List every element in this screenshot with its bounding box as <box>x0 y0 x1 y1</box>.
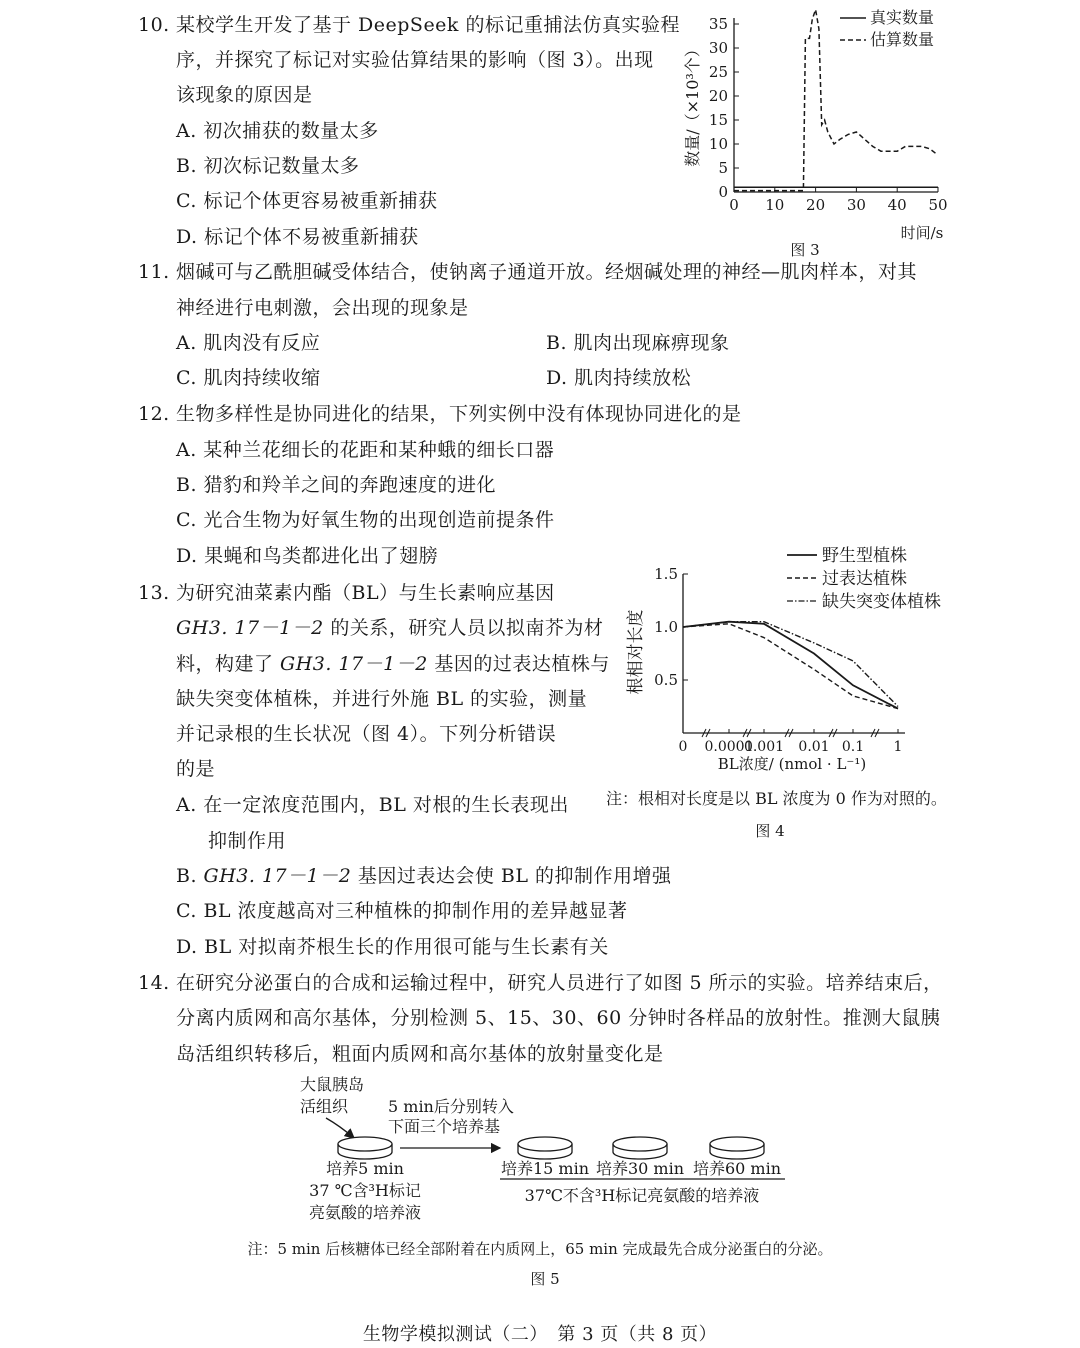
fig3-y-tick-label: 0 <box>718 183 728 201</box>
q13-number: 13. <box>138 582 170 604</box>
fig4-x-tick-label: 1 <box>893 739 903 755</box>
q13-option-a: A. 在一定浓度范围内，BL 对根的生长表现出 <box>176 794 569 816</box>
fig4-y-tick-label: 1.5 <box>654 565 678 583</box>
fig4-x-tick-label: 0.01 <box>798 739 830 755</box>
petri-dish-30min <box>613 1137 667 1159</box>
q14-stem-line1: 在研究分泌蛋白的合成和运输过程中，研究人员进行了如图 5 所示的实验。培养结束后， <box>176 972 943 994</box>
fig5-arrow-text-line2: 下面三个培养基 <box>388 1117 501 1136</box>
fig4-series-over <box>683 624 898 709</box>
fig5-dish1-label: 培养15 min <box>500 1159 590 1178</box>
q13-stem-line5: 并记录根的生长状况（图 4）。下列分析错误 <box>176 723 557 745</box>
q13-option-b-text: 基因过表达会使 BL 的抑制作用增强 <box>351 865 672 887</box>
q13-stem-line2 <box>176 615 603 641</box>
fig5-tissue-line2: 活组织 <box>300 1097 349 1116</box>
q10-option-b: B. 初次标记数量太多 <box>176 155 360 177</box>
fig5-medium1-line1: 37 ℃含³H标记 <box>309 1181 421 1200</box>
q11-number: 11. <box>138 261 170 283</box>
q13-stem-line1: 为研究油菜素内酯（BL）与生长素响应基因 <box>176 582 555 604</box>
q12-number: 12. <box>138 403 170 425</box>
fig4-x-tick-label: 0.1 <box>841 739 865 755</box>
fig4-note: 注：根相对长度是以 BL 浓度为 0 作为对照的。 <box>606 789 947 808</box>
q13-option-b-prefix: B. <box>176 865 204 887</box>
fig3-x-tick-label: 50 <box>928 196 948 214</box>
q10-stem-line2: 序，并探究了标记对实验估算结果的影响（图 3）。出现 <box>176 49 654 71</box>
fig3-x-tick-label: 20 <box>806 196 826 214</box>
fig4-legend-mutant: 缺失突变体植株 <box>822 592 941 612</box>
q13-stem-line4: 缺失突变体植株，并进行外施 BL 的实验，测量 <box>176 688 588 710</box>
q12-option-c: C. 光合生物为好氧生物的出现创造前提条件 <box>176 509 555 531</box>
q13-stem-line3-text-a: 料，构建了 <box>176 653 281 675</box>
fig5-medium1-line2: 亮氨酸的培养液 <box>308 1203 422 1222</box>
q10-option-a: A. 初次捕获的数量太多 <box>176 120 379 142</box>
q13-gene-name: GH3. 17－1－2 <box>176 617 324 639</box>
fig4-legend-over: 过表达植株 <box>822 569 907 589</box>
q14-stem-line3: 岛活组织转移后，粗面内质网和高尔基体的放射量变化是 <box>176 1043 664 1065</box>
fig3-legend-real: 真实数量 <box>870 8 935 27</box>
fig5-dish3-label: 培养60 min <box>692 1159 782 1178</box>
fig4-xlabel: BL浓度/ (nmol · L⁻¹) <box>717 755 867 773</box>
q11-option-b: B. 肌肉出现麻痹现象 <box>546 332 730 354</box>
q10-stem-line1: 某校学生开发了基于 DeepSeek 的标记重捕法仿真实验程 <box>176 14 680 36</box>
q14-number: 14. <box>138 972 170 994</box>
q13-gene-name-3: GH3. 17－1－2 <box>203 865 352 887</box>
fig4-x-tick-label: 0 <box>678 739 688 755</box>
figure-4-chart <box>600 540 970 850</box>
q14-stem-line2: 分离内质网和高尔基体，分别检测 5、15、30、60 分钟时各样品的放射性。推测大鼠胰 <box>176 1007 941 1029</box>
fig4-series-wild <box>683 622 898 709</box>
fig5-dish0-label: 培养5 min <box>326 1159 404 1178</box>
fig4-y-tick-label: 0.5 <box>654 671 678 689</box>
fig5-medium2: 37℃不含³H标记亮氨酸的培养液 <box>524 1186 760 1205</box>
fig5-tissue-line1: 大鼠胰岛 <box>300 1075 365 1094</box>
q13-stem-line3 <box>176 651 610 677</box>
q10-option-c: C. 标记个体更容易被重新捕获 <box>176 190 438 212</box>
q12-option-d: D. 果蝇和鸟类都进化出了翅膀 <box>176 545 439 567</box>
petri-dish-15min <box>518 1137 572 1159</box>
fig3-legend-estimated: 估算数量 <box>870 30 935 49</box>
q13-stem-line2-text: 的关系，研究人员以拟南芥为材 <box>323 617 604 639</box>
fig4-ylabel: 根相对长度 <box>626 609 646 695</box>
fig5-dish2-label: 培养30 min <box>595 1159 685 1178</box>
fig3-xlabel: 时间/s <box>900 224 944 242</box>
fig4-series <box>683 622 898 709</box>
fig3-x-tick-label: 40 <box>887 196 907 214</box>
fig3-ylabel: 数量/（×10³个） <box>683 41 702 167</box>
fig5-arrow-text-line1: 5 min后分别转入 <box>388 1097 514 1116</box>
fig3-y-tick-label: 25 <box>708 63 728 81</box>
q10-number: 10. <box>138 14 170 36</box>
fig3-caption: 图 3 <box>790 241 820 259</box>
fig4-series-mutant <box>683 622 898 707</box>
q12-stem: 生物多样性是协同进化的结果，下列实例中没有体现协同进化的是 <box>176 403 742 425</box>
fig5-caption: 图 5 <box>530 1270 560 1288</box>
q10-option-d: D. 标记个体不易被重新捕获 <box>176 226 419 248</box>
q11-option-c: C. 肌肉持续收缩 <box>176 367 321 389</box>
q12-option-a: A. 某种兰花细长的花距和某种蛾的细长口器 <box>176 439 555 461</box>
fig3-y-tick-label: 35 <box>708 15 728 33</box>
q11-option-d: D. 肌肉持续放松 <box>546 367 692 389</box>
petri-dish-initial <box>338 1137 392 1159</box>
q10-stem-line3: 该现象的原因是 <box>176 84 313 106</box>
q13-stem-line6: 的是 <box>176 758 216 780</box>
q11-option-a: A. 肌肉没有反应 <box>176 332 321 354</box>
fig4-x-tick-label: 0.0001 <box>704 739 754 755</box>
q13-stem-line3-text-c: 基因的过表达植株与 <box>427 653 610 675</box>
q13-option-a-cont: 抑制作用 <box>208 830 287 852</box>
figure-3-chart <box>672 4 972 264</box>
fig4-x-tick-label: 0.001 <box>743 739 785 755</box>
fig3-y-tick-label: 20 <box>708 87 728 105</box>
q12-option-b: B. 猎豹和羚羊之间的奔跑速度的进化 <box>176 474 497 496</box>
fig3-y-tick-label: 15 <box>708 111 728 129</box>
fig4-caption: 图 4 <box>755 822 785 840</box>
q13-option-b <box>176 863 672 889</box>
fig3-x-tick-label: 30 <box>846 196 866 214</box>
fig3-y-tick-label: 10 <box>708 135 728 153</box>
q11-stem-line1: 烟碱可与乙酰胆碱受体结合，使钠离子通道开放。经烟碱处理的神经—肌肉样本，对其 <box>176 261 918 283</box>
fig3-x-tick-label: 10 <box>765 196 785 214</box>
q13-option-c: C. BL 浓度越高对三种植株的抑制作用的差异越显著 <box>176 900 628 922</box>
figure-5-diagram <box>210 1068 870 1293</box>
fig5-note: 注：5 min 后核糖体已经全部附着在内质网上，65 min 完成最先合成分泌蛋白的分泌。 <box>247 1240 833 1258</box>
petri-dish-60min <box>710 1137 764 1159</box>
fig3-y-tick-label: 30 <box>708 39 728 57</box>
fig3-y-tick-label: 5 <box>718 159 728 177</box>
q11-stem-line2: 神经进行电刺激，会出现的现象是 <box>176 297 469 319</box>
fig4-legend-wild: 野生型植株 <box>822 546 907 566</box>
q13-gene-name-2: GH3. 17－1－2 <box>280 653 428 675</box>
fig4-y-tick-label: 1.0 <box>654 618 678 636</box>
fig3-x-tick-label: 0 <box>729 196 739 214</box>
fig5-transfer-curved-arrow <box>326 1118 354 1138</box>
q13-option-d: D. BL 对拟南芥根生长的作用很可能与生长素有关 <box>176 936 609 958</box>
page-footer: 生物学模拟测试（二） 第 3 页（共 8 页） <box>362 1324 718 1345</box>
